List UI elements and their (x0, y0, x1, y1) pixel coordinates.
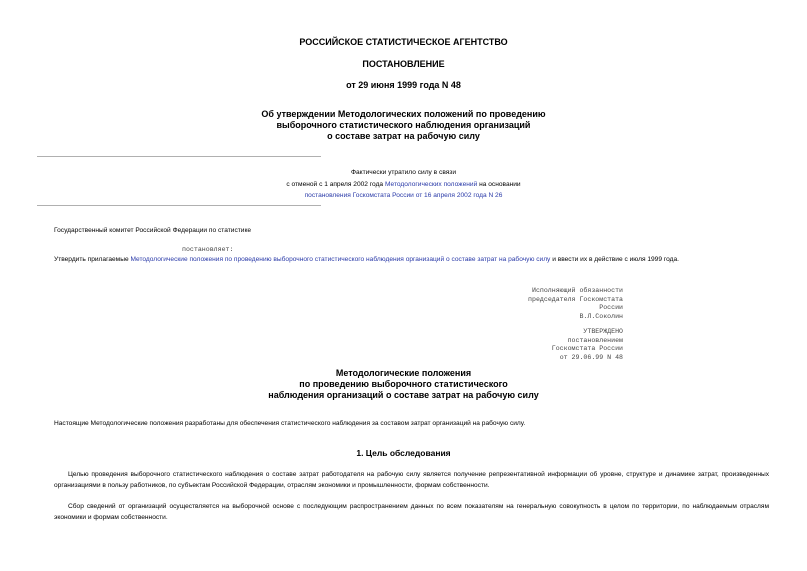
issuer-text: Государственный комитет Российской Федерации по статистике (54, 227, 252, 234)
decree-text-part: Утвердить прилагаемые (54, 256, 131, 263)
status-note-text: с отменой с 1 апреля 2002 года (286, 180, 385, 188)
approval-line: от 29.06.99 N 48 (559, 353, 623, 361)
decree-word: постановляет: (182, 246, 234, 253)
approval-line: постановлением (567, 336, 623, 344)
appendix-title-line: Методологические положения (335, 368, 472, 378)
signature-block (528, 287, 623, 321)
approval-line: УТВЕРЖДЕНО (583, 328, 623, 335)
appendix-title-line: наблюдения организаций о составе затрат на рабочую силу (268, 390, 539, 400)
document-type: ПОСТАНОВЛЕНИЕ (362, 59, 445, 69)
divider-bottom (37, 205, 321, 206)
signature-line: В.Л.Соколин (579, 312, 623, 320)
approval-block (552, 328, 623, 362)
decree-text (54, 256, 679, 263)
signature-line: Исполняющий обязанности (531, 287, 623, 294)
approval-line: Госкомстата России (551, 345, 623, 353)
signature-line: России (599, 304, 623, 312)
document-title (0, 109, 807, 142)
status-note (0, 167, 807, 202)
section-paragraph: Целью проведения выборочного статистического наблюдения о составе затрат работодателя на рабочую силу является получение репрезентативной информации об уровне, структуре и динамике затрат, произведенных организациями в пользу работников, по субъектам Российской Федерации, отраслям экономики и промышленности, формам собственности. (54, 471, 769, 489)
document-title-line: выборочного статистического наблюдения организаций (276, 120, 531, 130)
status-note-line: Фактически утратило силу в связи (350, 169, 457, 176)
decree-text-part: и ввести их в действие с июля 1999 года. (550, 256, 679, 263)
signature-line: председателя Госкомстата (528, 295, 623, 303)
status-note-line (0, 179, 807, 191)
divider-top (37, 156, 321, 157)
resolution-link[interactable]: постановления Госкомстата России от 16 апреля 2002 года N 26 (304, 192, 503, 199)
agency-name: РОССИЙСКОЕ СТАТИСТИЧЕСКОЕ АГЕНТСТВО (299, 37, 508, 47)
section-heading: 1. Цель обследования (356, 448, 451, 458)
appendix-title-line: по проведению выборочного статистического (299, 379, 508, 389)
section-paragraph: Сбор сведений от организаций осуществляется на выборочной основе с последующим распространением данных по всем показателям на генеральную совокупность в целом по территории, по наблюдаемым отраслям экономики и формам собственности. (54, 503, 769, 521)
methodology-link[interactable]: Методологических положений (384, 180, 478, 188)
intro-paragraph: Настоящие Методологические положения разработаны для обеспечения статистического наблюдения за составом затрат организаций на рабочую силу. (54, 420, 526, 427)
appendix-title (0, 368, 807, 401)
status-note-text: на основании (477, 180, 521, 188)
methodology-regulations-link[interactable]: Методологические положения по проведению выборочного статистического наблюдения организаций о составе затрат на рабочую силу (130, 256, 551, 263)
document-title-line: о составе затрат на рабочую силу (327, 131, 480, 141)
document-title-line: Об утверждении Методологических положений по проведению (261, 109, 546, 119)
status-note-line (0, 190, 807, 202)
document-date-number: от 29 июня 1999 года N 48 (346, 80, 461, 90)
